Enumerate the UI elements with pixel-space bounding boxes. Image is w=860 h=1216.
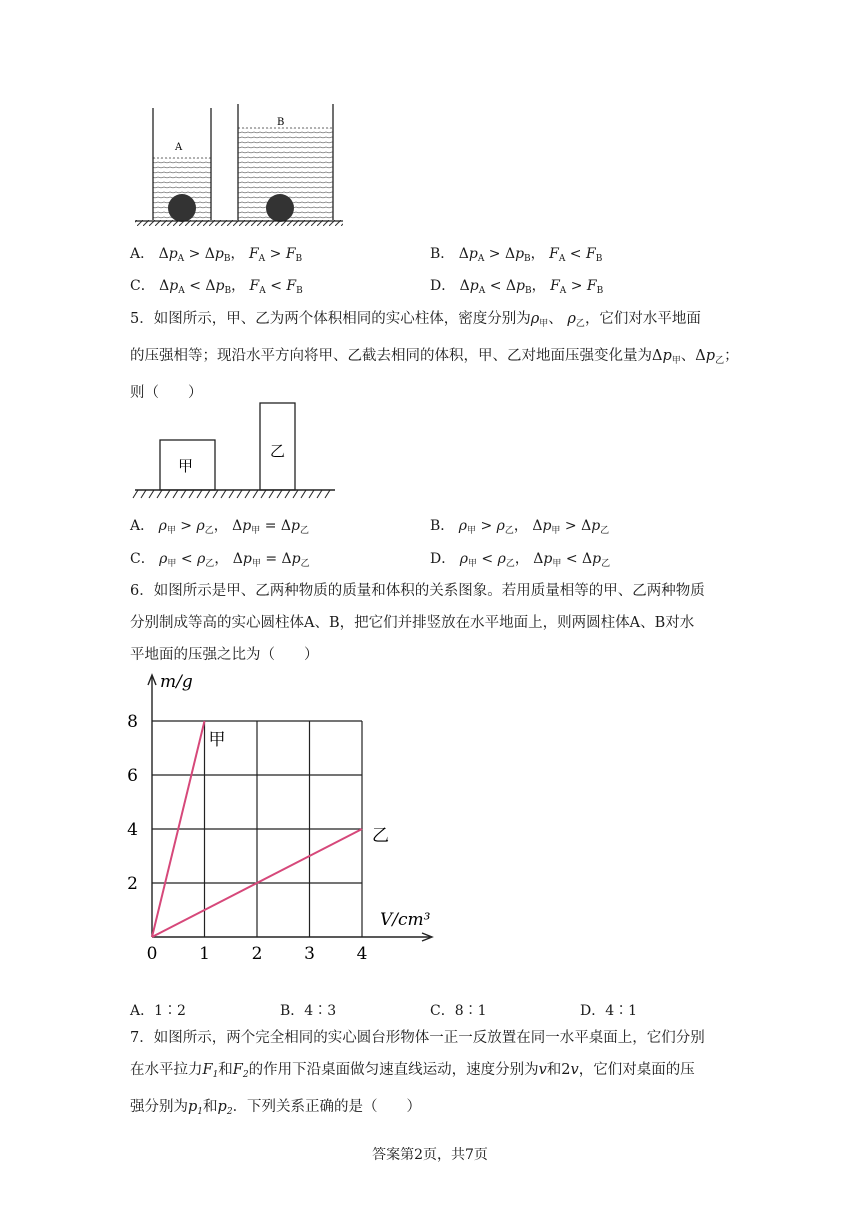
q5-option-a[interactable]: A． $\rho_甲 > \rho_乙$， $\Delta p_甲 = \Delta p_乙$	[130, 518, 309, 536]
q4-option-a[interactable]: A． $\Delta p_A > \Delta p_B$， $F_A > F_B$	[130, 246, 303, 264]
q5-blocks-figure	[130, 398, 340, 504]
series-name-0: 甲	[208, 730, 226, 750]
q6-option-b[interactable]: B．4∶3	[280, 1003, 337, 1019]
y-axis-label: m/g	[160, 672, 193, 692]
y-tick-label: 4	[127, 820, 138, 840]
q7-question: 7．如图所示，两个完全相同的实心圆台形物体一正一反放置在同一水平桌面上，它们分别 在水平拉力$F_1$和$F_2$的作用下沿桌面做匀速直线运动，速度分别为v和2v，它们对桌面的压 强分别为$p_1$和$p_2$．下列关系正确的是（ ）	[130, 1030, 705, 1117]
q6-option-c[interactable]: C．8∶1	[430, 1003, 487, 1019]
q5-option-b[interactable]: B． $\rho_甲 > \rho_乙$， $\Delta p_甲 > \Delta p_乙$	[430, 518, 610, 536]
page-footer: 答案第2页，共7页	[372, 1147, 488, 1163]
q4-option-d[interactable]: D． $\Delta p_A < \Delta p_B$， $F_A > F_B$	[430, 278, 604, 296]
x-tick-label: 0	[146, 944, 158, 964]
q5-question: 5．如图所示，甲、乙为两个体积相同的实心柱体，密度分别为$\rho_甲$、 $\rho_乙$，它们对水平地面 的压强相等；现沿水平方向将甲、乙截去相同的体积，甲、乙对地面压强变化量为$\Delta p_甲$、$\Delta p_乙$； 则（ ）	[130, 311, 739, 401]
q6-option-a[interactable]: A．1∶2	[130, 1003, 186, 1019]
y-tick-label: 6	[127, 766, 138, 786]
q4-label-b: B	[277, 117, 285, 128]
q5-option-d[interactable]: D． $\rho_甲 < \rho_乙$， $\Delta p_甲 < \Delta p_乙$	[430, 551, 611, 569]
q4-option-c[interactable]: C． $\Delta p_A < \Delta p_B$， $F_A < F_B$	[130, 278, 303, 296]
q6-question: 6．如图所示是甲、乙两种物质的质量和体积的关系图象。若用质量相等的甲、乙两种物质 分别制成等高的实心圆柱体A、B，把它们并排竖放在水平地面上，则两圆柱体A、B对水 平地面的压强之比为（ ）	[130, 583, 705, 663]
q6-option-d[interactable]: D．4∶1	[580, 1003, 638, 1019]
x-tick-label: 1	[199, 944, 210, 964]
q4-label-a: A	[175, 142, 183, 153]
x-tick-label: 3	[304, 944, 315, 964]
y-tick-label: 8	[127, 712, 138, 732]
q4-beakers-figure	[125, 100, 350, 230]
ball-a	[168, 194, 196, 222]
block-yi-label: 乙	[270, 442, 286, 460]
q4-option-b[interactable]: B． $\Delta p_A > \Delta p_B$， $F_A < F_B$	[430, 246, 603, 264]
ball-b	[266, 194, 294, 222]
q5-option-c[interactable]: C． $\rho_甲 < \rho_乙$， $\Delta p_甲 = \Delta p_乙$	[130, 551, 310, 569]
x-tick-label: 2	[251, 944, 263, 964]
mass-volume-chart	[120, 665, 450, 975]
x-tick-label: 4	[356, 944, 368, 964]
y-tick-label: 2	[127, 874, 138, 894]
series-name-1: 乙	[372, 826, 389, 846]
block-jia-label: 甲	[178, 457, 194, 475]
x-axis-label: V/cm³	[380, 910, 431, 930]
